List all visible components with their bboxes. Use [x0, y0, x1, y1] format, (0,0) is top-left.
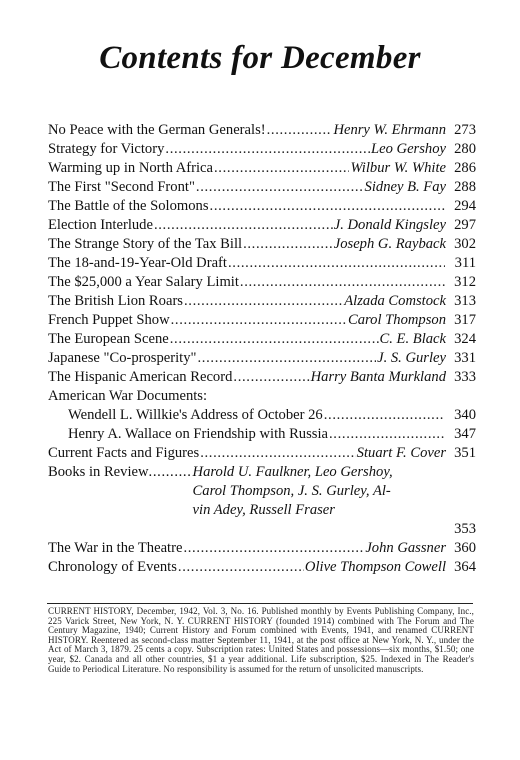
- author-line: vin Adey, Russell Fraser: [192, 502, 335, 518]
- entry-page: 364: [454, 559, 476, 575]
- dot-leader: [233, 368, 309, 387]
- toc-entry[interactable]: [48, 273, 476, 292]
- entry-page: 302: [454, 236, 476, 252]
- entry-title: Japanese "Co-prosperity": [48, 350, 197, 366]
- dot-leader: [170, 330, 379, 349]
- dot-leader: [183, 539, 364, 558]
- entry-page: 288: [454, 179, 476, 195]
- entry-page: 351: [454, 445, 476, 461]
- toc-entry[interactable]: [48, 140, 476, 159]
- dot-leader: [171, 311, 347, 330]
- entry-title: The British Lion Roars: [48, 293, 183, 309]
- dot-leader: [228, 254, 445, 273]
- toc-entry[interactable]: [48, 121, 476, 140]
- entry-author: Alzada Comstock: [344, 293, 446, 309]
- dot-leader: [178, 558, 304, 577]
- entry-page: 294: [454, 198, 476, 214]
- dot-leader: [243, 235, 333, 254]
- entry-page: 273: [454, 122, 476, 138]
- dot-leader: [154, 216, 333, 235]
- entry-author: C. E. Black: [379, 331, 446, 347]
- entry-page: 313: [454, 293, 476, 309]
- dot-leader: [240, 273, 445, 292]
- entry-title: Current Facts and Figures: [48, 445, 200, 461]
- divider: [47, 603, 473, 604]
- entry-author: Wilbur W. White: [350, 160, 446, 176]
- toc-entry[interactable]: [48, 444, 476, 463]
- entry-title: Books in Review: [48, 464, 149, 480]
- entry-page: 324: [454, 331, 476, 347]
- entry-author: Joseph G. Rayback: [333, 236, 446, 252]
- toc-entry[interactable]: [48, 159, 476, 178]
- toc-entry-books-in-review[interactable]: [48, 463, 476, 537]
- toc-entry[interactable]: [48, 235, 476, 254]
- entry-author: J. S. Gurley: [377, 350, 446, 366]
- entry-author: Harry Banta Murkland: [310, 369, 446, 385]
- toc-entry[interactable]: [48, 330, 476, 349]
- dot-leader: [165, 140, 370, 159]
- entry-page: 360: [454, 540, 476, 556]
- dot-leader: [324, 406, 445, 425]
- entry-title: Henry A. Wallace on Friendship with Russia: [68, 426, 328, 442]
- toc-entry[interactable]: [48, 539, 476, 558]
- entry-title: The 18-and-19-Year-Old Draft: [48, 255, 227, 271]
- dot-leader: [149, 463, 193, 520]
- entry-page: 317: [454, 312, 476, 328]
- author-line: Harold U. Faulkner, Leo Gershoy,: [192, 464, 393, 480]
- toc-entry[interactable]: [48, 197, 476, 216]
- toc-entry[interactable]: [48, 216, 476, 235]
- entry-title: Wendell L. Willkie's Address of October 26: [68, 407, 323, 423]
- author-line: Carol Thompson, J. S. Gurley, Al-: [192, 483, 391, 499]
- dot-leader: [184, 292, 343, 311]
- toc-entry[interactable]: [48, 349, 476, 368]
- entry-title: Strategy for Victory: [48, 141, 165, 157]
- entry-title: Chronology of Events: [48, 559, 177, 575]
- entry-page: 311: [454, 255, 476, 271]
- dot-leader: [198, 349, 377, 368]
- entry-page: 280: [454, 141, 476, 157]
- entry-author: Carol Thompson: [348, 312, 446, 328]
- toc-entry[interactable]: [48, 292, 476, 311]
- dot-leader: [196, 178, 364, 197]
- entry-title: French Puppet Show: [48, 312, 170, 328]
- entry-page: 331: [454, 350, 476, 366]
- entry-author: Henry W. Ehrmann: [333, 122, 446, 138]
- toc-entry[interactable]: [48, 178, 476, 197]
- entry-authors: [193, 463, 446, 520]
- entry-author: Olive Thompson Cowell: [304, 559, 446, 575]
- entry-author: John Gassner: [365, 540, 446, 556]
- toc-entry[interactable]: [48, 311, 476, 330]
- entry-title: The First "Second Front": [48, 179, 195, 195]
- toc-entry[interactable]: [48, 406, 476, 425]
- entry-title: The European Scene: [48, 331, 169, 347]
- entry-page: 312: [454, 274, 476, 290]
- page-title: Contents for December: [99, 40, 421, 76]
- toc-entry[interactable]: [48, 368, 476, 387]
- entry-page: 340: [454, 407, 476, 423]
- dot-leader: [267, 121, 333, 140]
- entry-author: Sidney B. Fay: [364, 179, 446, 195]
- dot-leader: [210, 197, 445, 216]
- entry-page: 286: [454, 160, 476, 176]
- toc-entry[interactable]: [48, 254, 476, 273]
- entry-title: The Battle of the Solomons: [48, 198, 209, 214]
- entry-title: The Strange Story of the Tax Bill: [48, 236, 243, 252]
- entry-title: The Hispanic American Record: [48, 369, 233, 385]
- entry-title: No Peace with the German Generals!: [48, 122, 266, 138]
- entry-author: Leo Gershoy: [371, 141, 446, 157]
- entry-page: 353: [454, 521, 476, 537]
- entry-title: Warming up in North Africa: [48, 160, 213, 176]
- entry-page: 297: [454, 217, 476, 233]
- dot-leader: [214, 159, 349, 178]
- entry-author: J. Donald Kingsley: [333, 217, 446, 233]
- section-heading-war-documents: American War Documents:: [48, 388, 208, 404]
- dot-leader: [200, 444, 355, 463]
- entry-page: 333: [454, 369, 476, 385]
- toc-entry[interactable]: [48, 558, 476, 577]
- publication-imprint: CURRENT HISTORY, December, 1942, Vol. 3, No. 16. Published monthly by Events Publishing Company, Inc., 225 Varick Street, New York, N. Y. CURRENT HISTORY (founded 1914) combined with The Forum and The Century Magazine, 1940; Current History and Forum combined with Events, 1941, and renamed CURRENT HISTORY. Reentered as second-class matter September 11, 1941, at the post office at New York, N. Y., under the Act of March 3, 1879. 25 cents a copy. Subscription rates: United States and possessions—six months, $1.50; one year, $2. Canada and all other countries, $1 a year additional. Life subscription, $25. Indexed in The Reader's Guide to Periodical Literature. No responsibility is assumed for the return of unsolicited manuscripts.: [48, 606, 474, 674]
- dot-leader: [329, 425, 445, 444]
- entry-author: Stuart F. Cover: [356, 445, 446, 461]
- table-of-contents: [48, 121, 476, 577]
- entry-page: 347: [454, 426, 476, 442]
- entry-title: Election Interlude: [48, 217, 153, 233]
- entry-title: The War in the Theatre: [48, 540, 183, 556]
- toc-entry[interactable]: [48, 425, 476, 444]
- entry-title: The $25,000 a Year Salary Limit: [48, 274, 239, 290]
